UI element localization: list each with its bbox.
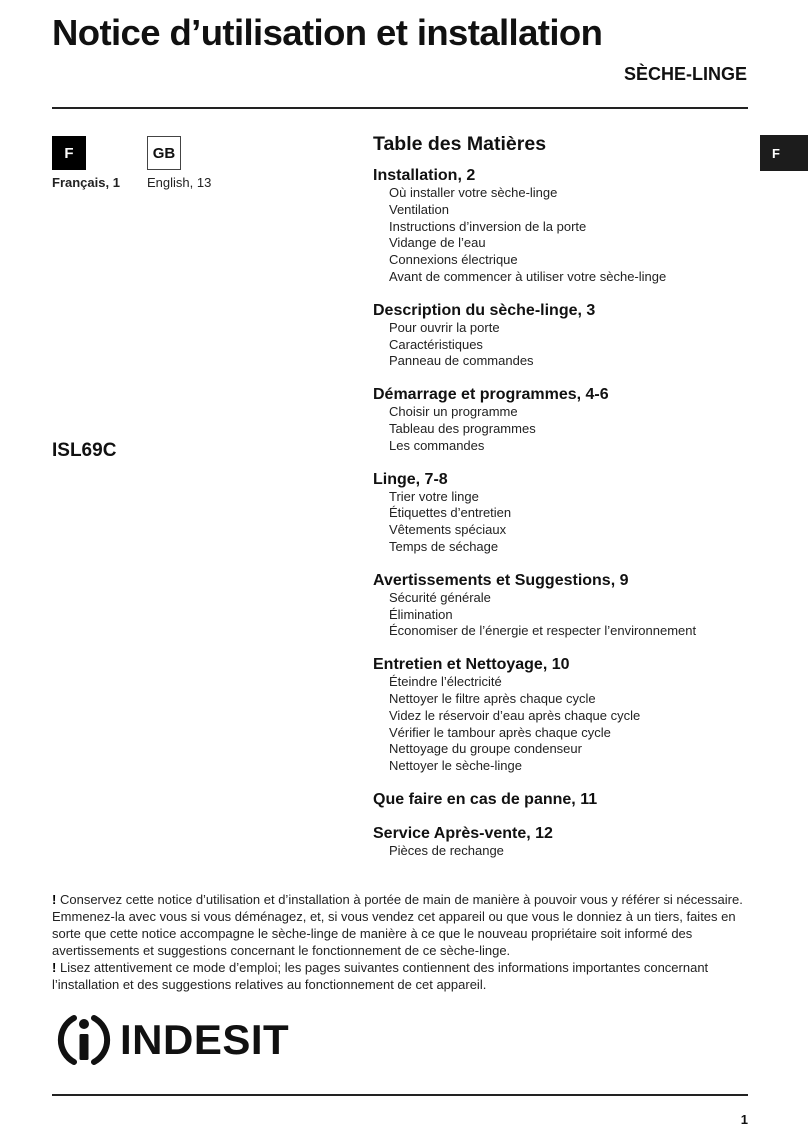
toc-item[interactable]: Étiquettes d’entretien <box>389 505 512 521</box>
brand-logo <box>52 1008 289 1072</box>
footer-divider <box>52 1094 748 1096</box>
toc-section <box>373 470 753 556</box>
note-text: Conservez cette notice d’utilisation et d’installation à portée de main de manière à pouvoir vous y référer si nécessaire. Emmenez-la avec vous si vous déménagez, et, si vous vendez cet appareil ou que vous le donniez à un tiers, faites en sorte que cette notice accompagne le sèche-linge de manière à ce que le nouveau propriétaire soit informé des avertissements et suggestions concernant le fonctionnement de ce sèche-linge. <box>52 892 743 958</box>
note-paragraph <box>52 959 752 993</box>
toc-item[interactable]: Caractéristiques <box>389 336 483 352</box>
toc-item[interactable]: Pour ouvrir la porte <box>389 319 500 335</box>
toc-section <box>373 571 753 640</box>
language-label-english: English, 13 <box>147 175 212 190</box>
toc-sections <box>373 166 753 860</box>
toc-item[interactable]: Nettoyer le sèche-linge <box>389 758 522 774</box>
toc-section-title[interactable]: Description du sèche-linge, 3 <box>373 301 596 319</box>
brand-name: INDESIT <box>120 1016 290 1063</box>
table-of-contents <box>373 132 753 875</box>
toc-section-title[interactable]: Avertissements et Suggestions, 9 <box>373 571 629 589</box>
model-number: ISL69C <box>52 440 117 461</box>
toc-section-title[interactable]: Entretien et Nettoyage, 10 <box>373 656 570 674</box>
note-paragraph <box>52 891 752 959</box>
toc-item[interactable]: Économiser de l’énergie et respecter l’environnement <box>389 623 697 639</box>
toc-section <box>373 824 753 860</box>
toc-section <box>373 385 753 454</box>
toc-item[interactable]: Ventilation <box>389 201 449 217</box>
toc-item[interactable]: Temps de séchage <box>389 538 499 554</box>
toc-item[interactable]: Nettoyer le filtre après chaque cycle <box>389 690 596 706</box>
language-box-english[interactable]: GB <box>147 136 181 170</box>
toc-section <box>373 166 753 286</box>
toc-item[interactable]: Choisir un programme <box>389 404 518 420</box>
toc-item[interactable]: Avant de commencer à utiliser votre sèche-linge <box>389 268 667 284</box>
note-text: Lisez attentivement ce mode d’emploi; les pages suivantes contiennent des informations importantes concernant l’installation et des suggestions relatives au fonctionnement de cet appareil. <box>52 960 709 992</box>
language-side-tab: F <box>760 135 808 171</box>
toc-item[interactable]: Élimination <box>389 606 453 622</box>
page-number: 1 <box>740 1112 748 1127</box>
toc-section-title[interactable]: Linge, 7-8 <box>373 470 448 488</box>
product-type: SÈCHE-LINGE <box>623 64 747 84</box>
language-label-french: Français, 1 <box>52 175 120 190</box>
toc-item[interactable]: Vidange de l’eau <box>389 235 486 251</box>
toc-item[interactable]: Connexions électrique <box>389 252 518 268</box>
warning-mark: ! <box>52 960 57 975</box>
toc-item[interactable]: Vêtements spéciaux <box>389 522 507 538</box>
toc-section <box>373 301 753 370</box>
indesit-logo-icon <box>52 1008 116 1072</box>
toc-item[interactable]: Tableau des programmes <box>389 420 536 436</box>
toc-item[interactable]: Panneau de commandes <box>389 353 534 369</box>
page-title: Notice d’utilisation et installation <box>52 12 603 53</box>
toc-item[interactable]: Vérifier le tambour après chaque cycle <box>389 724 611 740</box>
toc-section <box>373 655 753 775</box>
toc-section-title[interactable]: Démarrage et programmes, 4-6 <box>373 386 609 404</box>
toc-item[interactable]: Les commandes <box>389 437 485 453</box>
toc-item[interactable]: Videz le réservoir d’eau après chaque cycle <box>389 707 641 723</box>
toc-item[interactable]: Instructions d’inversion de la porte <box>389 218 587 234</box>
toc-item[interactable]: Où installer votre sèche-linge <box>389 185 558 200</box>
toc-section-title[interactable]: Service Après-vente, 12 <box>373 824 553 842</box>
toc-heading: Table des Matières <box>373 133 547 155</box>
warning-mark: ! <box>52 892 57 907</box>
header-divider <box>52 107 748 109</box>
toc-section-title[interactable]: Que faire en cas de panne, 11 <box>373 790 598 808</box>
safety-notes <box>52 891 752 993</box>
toc-item[interactable]: Sécurité générale <box>389 589 491 605</box>
toc-item[interactable]: Éteindre l’électricité <box>389 674 502 690</box>
toc-section <box>373 790 753 809</box>
language-box-french[interactable]: F <box>52 136 86 170</box>
toc-item[interactable]: Pièces de rechange <box>389 842 504 858</box>
toc-section-title[interactable]: Installation, 2 <box>373 167 476 184</box>
toc-item[interactable]: Trier votre linge <box>389 488 479 504</box>
toc-item[interactable]: Nettoyage du groupe condenseur <box>389 741 582 757</box>
